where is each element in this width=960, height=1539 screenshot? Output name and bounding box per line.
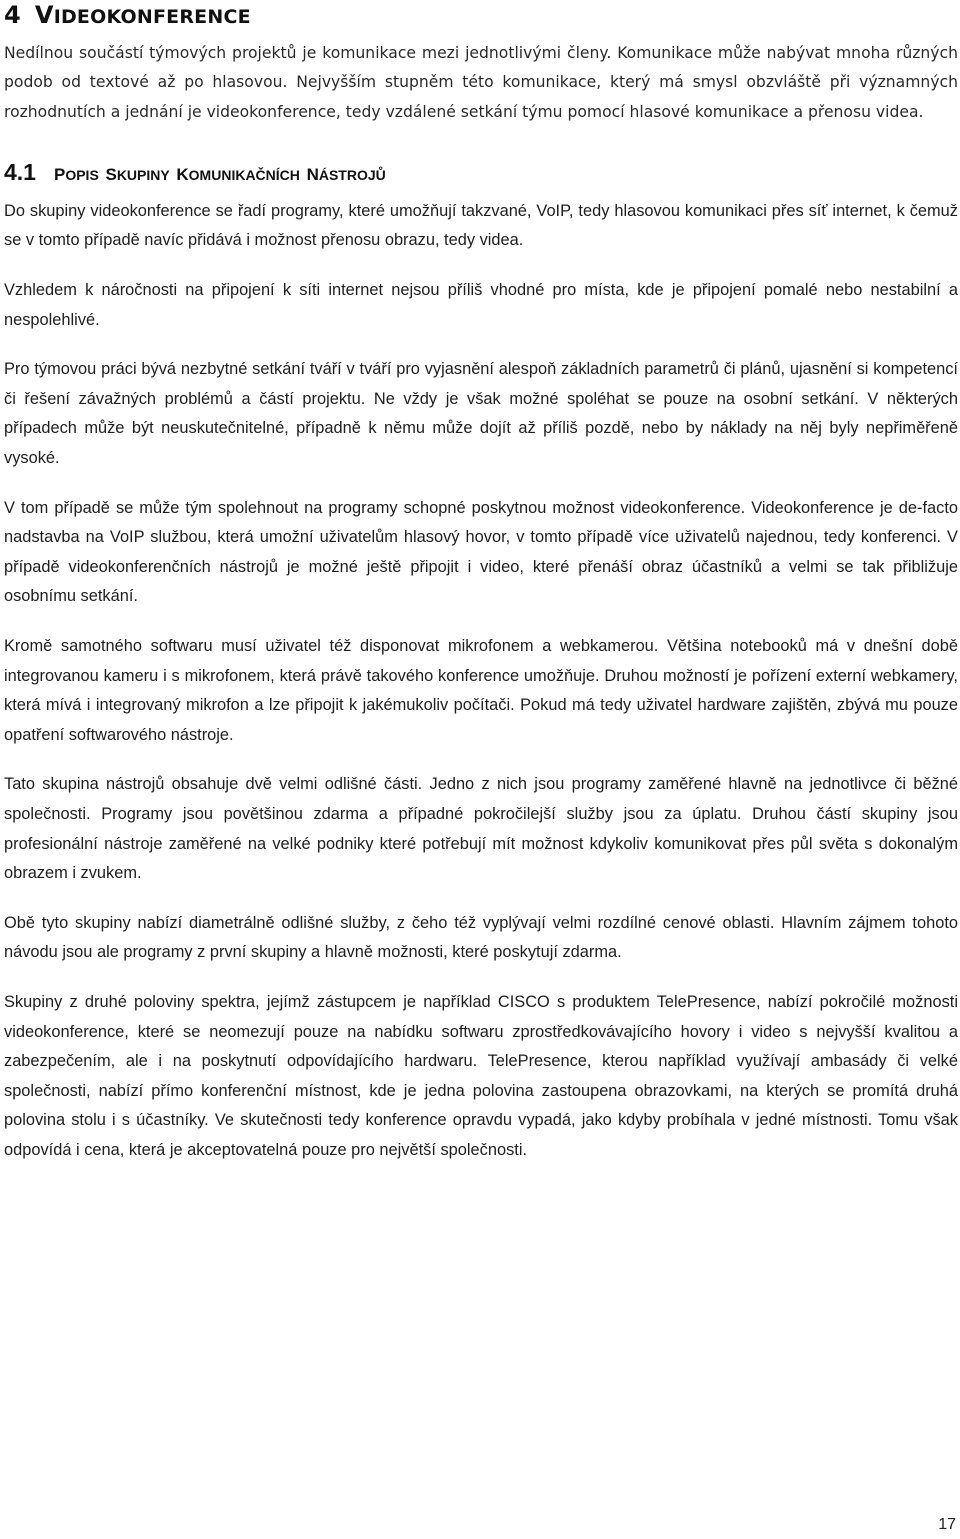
body-paragraph: Obě tyto skupiny nabízí diametrálně odlišné služby, z čeho též vyplývají velmi rozdílné cenové oblasti. Hlavním zájmem tohoto návodu jsou ale programy z první skupiny a hlavně možnosti, které poskytují zdarma. [4,913,958,962]
body-paragraph: Kromě samotného softwaru musí uživatel též disponovat mikrofonem a webkamerou. Většina notebooků má v dnešní době integrovanou kameru i s mikrofonem, která právě takového konference umožňuje. Druhou možností je pořízení externí webkamery, která mívá i integrovaný mikrofon a lze připojit k jakémukoliv počítači. Pokud má tedy uživatel hardware zajištěn, zbývá mu pouze opatření softwarového nástroje. [4,637,958,744]
section-word-1-initial: P [53,164,66,184]
chapter-heading [4,0,958,30]
chapter-title-rest: IDEOKONFERENCE [53,6,251,28]
document-page [4,0,958,1166]
section-word-4-initial: N [306,164,319,184]
section-word-3-initial: K [176,164,189,184]
body-paragraph: V tom případě se může tým spolehnout na programy schopné poskytnou možnost videokonference. Videokonference je de-facto nadstavba na VoIP službou, která umožní uživatelům hlasový hovor, v tomto případě více uživatelů najednou, tedy konferenci. V případě videokonferenčních nástrojů je možné ještě připojit i video, které přenáší obraz účastníků a velmi se tak přibližuje osobnímu setkání. [4,498,958,606]
body-paragraph: Tato skupina nástrojů obsahuje dvě velmi odlišné části. Jedno z nich jsou programy zaměřené hlavně na jednotlivce či běžné společnosti. Programy jsou povětšinou zdarma a případné pokročilejší služby jsou za úplatu. Druhou částí skupiny jsou profesionální nástroje zaměřené na velké podniky které potřebují mít možnost kdykoliv komunikovat přes půl světa s dokonalým obrazem i zvukem. [4,775,958,883]
chapter-intro-paragraph: Nedílnou součástí týmových projektů je komunikace mezi jednotlivými členy. Komunikace může nabývat mnoha různých podob od textové až po hlasovou. Nejvyšším stupněm této komunikace, který má smysl obzvláště při významných rozhodnutích a jednání je videokonference, tedy vzdálené setkání týmu pomocí hlasové komunikace a přenosu videa. [4,44,958,121]
section-word-2-initial: S [105,164,117,184]
body-paragraph: Do skupiny videokonference se řadí programy, které umožňují takzvané, VoIP, tedy hlasovou komunikaci přes síť internet, k čemuž se v tomto případě navíc přidává i možnost přenosu obrazu, tedy videa. [4,201,958,250]
chapter-title-initial: V [34,1,54,29]
body-paragraph: Vzhledem k náročnosti na připojení k síti internet nejsou příliš vhodné pro místa, kde je připojení pomalé nebo nestabilní a nespolehlivé. [4,281,958,329]
section-word-2-rest: KUPINY [116,166,170,183]
section-word-3-rest: OMUNIKAČNÍCH [188,166,300,183]
section-heading [4,155,958,189]
section-word-1-rest: OPIS [65,166,99,183]
section-word-4-rest: ÁSTROJŮ [318,166,386,183]
section-number: 4.1 [4,158,36,185]
body-paragraph: Pro týmovou práci bývá nezbytné setkání tváří v tváří pro vyjasnění alespoň základních parametrů či plánů, ujasnění si kompetencí či řešení závažných problémů a částí projektu. Ne vždy je však možné spoléhat se pouze na osobní setkání. V některých případech může být neuskutečnitelné, případně k němu může dojít až příliš pozdě, nebo by náklady na něj byly nepřiměřeně vysoké. [4,360,958,468]
chapter-number: 4 [4,1,21,29]
page-number: 17 [938,1516,956,1533]
body-paragraph: Skupiny z druhé poloviny spektra, jejímž zástupcem je například CISCO s produktem TelePresence, nabízí pokročilé možnosti videokonference, které se neomezují pouze na nabídku softwaru zprostředkovávajícího hovory i video s nejvyšší kvalitou a zabezpečením, ale i na poskytnutí odpovídajícího hardwaru. TelePresence, kterou například využívají ambasády či velké společnosti, nabízí přímo konferenční místnost, kde je jedna polovina zastoupena obrazovkami, na kterých se promítá druhá polovina stolu i s účastníky. Ve skutečnosti tedy konference opravdu vypadá, jako kdyby probíhala v jedné místnosti. Tomu však odpovídá i cena, která je akceptovatelná pouze pro největší společnosti. [4,992,958,1159]
